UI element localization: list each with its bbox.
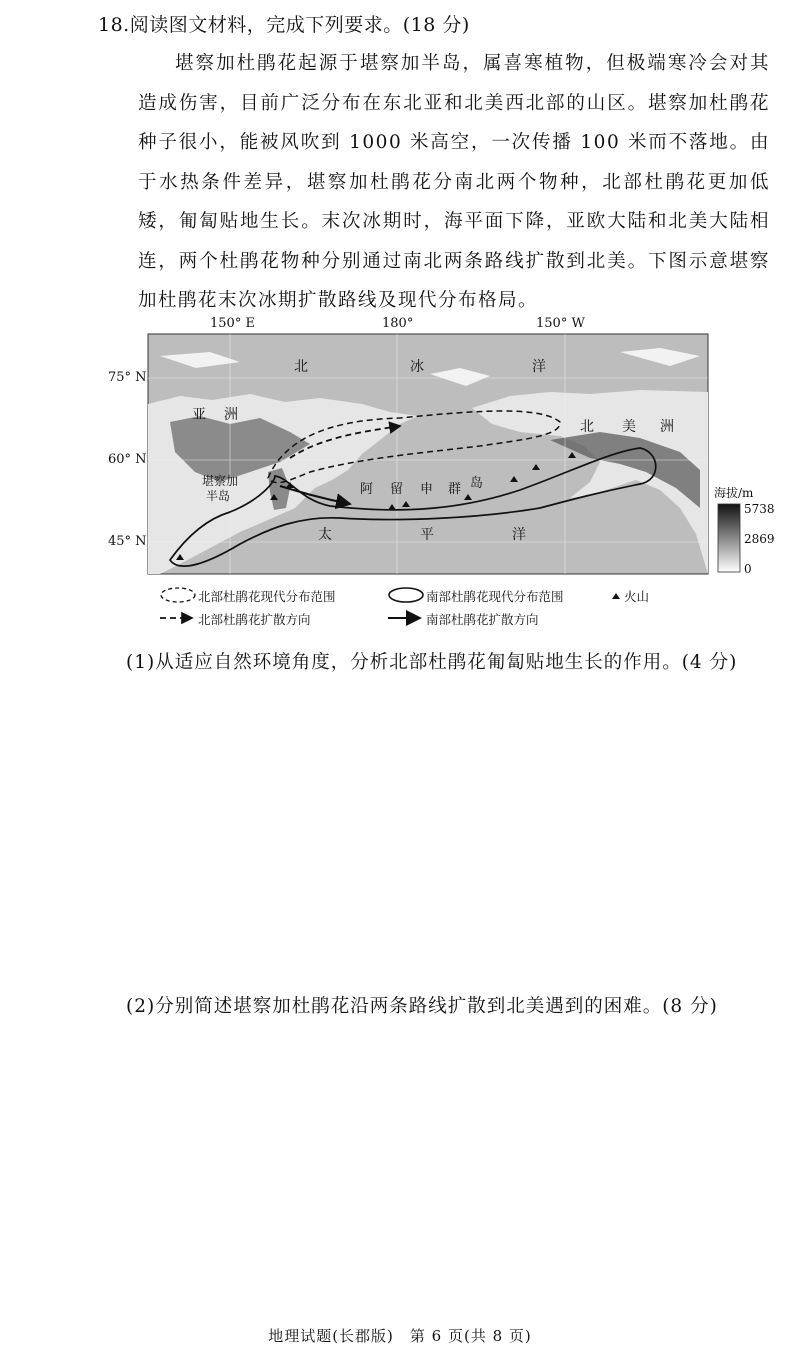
lon-label-150e: 150° E xyxy=(210,316,255,331)
question-paragraph: 堪察加杜鹃花起源于堪察加半岛，属喜寒植物，但极端寒冷会对其造成伤害，目前广泛分布在东北亚和北美西北部的山区。堪察加杜鹃花种子很小，能被风吹到 1000 米高空，一次传播 100 米而不落地。由于水热条件差异，堪察加杜鹃花分南北两个物种，北部杜鹃花更加低矮，匍匐贴地生长。末次冰期时，海平面下降，亚欧大陆和北美大陆相连，两个杜鹃花物种分别通过南北两条路线扩散到北美。下图示意堪察加杜鹃花末次冰期扩散路线及现代分布格局。 xyxy=(138,53,770,311)
lat-label-75n: 75° N xyxy=(108,370,147,385)
elevation-scale-bar xyxy=(718,504,740,572)
elevation-min: 0 xyxy=(744,562,752,576)
legend-volcano-symbol xyxy=(612,593,620,599)
legend-south-dir: 南部杜鹃花扩散方向 xyxy=(426,612,539,627)
na-label-1: 北 xyxy=(580,419,596,435)
legend-north-dir: 北部杜鹃花扩散方向 xyxy=(198,612,311,627)
kamchatka-label-2: 半岛 xyxy=(206,489,231,503)
elevation-mid: 2869 xyxy=(744,532,775,546)
na-label-2: 美 xyxy=(622,419,638,435)
aleutian-char-3: 申 xyxy=(420,482,436,497)
pacific-ocean-char-3: 洋 xyxy=(512,527,528,543)
kamchatka-label-1: 堪察加 xyxy=(202,474,239,488)
sub-question-2: (2)分别简述堪察加杜鹃花沿两条路线扩散到北美遇到的困难。(8 分) xyxy=(126,996,718,1017)
lon-label-150w: 150° W xyxy=(536,316,585,331)
sub-question-1: (1)从适应自然环境角度，分析北部杜鹃花匍匐贴地生长的作用。(4 分) xyxy=(126,652,738,673)
arctic-ocean-char-2: 冰 xyxy=(410,359,426,375)
arctic-ocean-char-3: 洋 xyxy=(532,359,548,375)
legend-south-range-symbol xyxy=(389,588,423,602)
lat-label-60n: 60° N xyxy=(108,452,147,467)
pacific-ocean-char-1: 太 xyxy=(318,527,334,543)
question-title: 18.阅读图文材料，完成下列要求。(18 分) xyxy=(98,14,470,36)
na-label-3: 洲 xyxy=(660,419,676,435)
aleutian-char-4: 群 xyxy=(448,482,464,497)
elevation-max: 5738 xyxy=(744,502,775,516)
pacific-ocean-char-2: 平 xyxy=(420,527,436,543)
map-figure xyxy=(100,312,780,642)
asia-label: 亚 洲 xyxy=(192,407,240,423)
elevation-title: 海拔/m xyxy=(714,486,754,500)
arctic-ocean-char-1: 北 xyxy=(294,359,310,375)
lon-label-180: 180° xyxy=(382,316,414,331)
legend-north-range-symbol xyxy=(161,588,195,602)
page-footer: 地理试题(长郡版) 第 6 页(共 8 页) xyxy=(268,1327,532,1345)
legend-north-range: 北部杜鹃花现代分布范围 xyxy=(198,589,336,604)
lat-label-45n: 45° N xyxy=(108,534,147,549)
aleutian-char-5: 岛 xyxy=(470,476,486,491)
legend-south-range: 南部杜鹃花现代分布范围 xyxy=(426,589,564,604)
aleutian-char-2: 留 xyxy=(390,482,406,497)
legend-volcano: 火山 xyxy=(624,589,650,604)
aleutian-char-1: 阿 xyxy=(360,482,376,497)
